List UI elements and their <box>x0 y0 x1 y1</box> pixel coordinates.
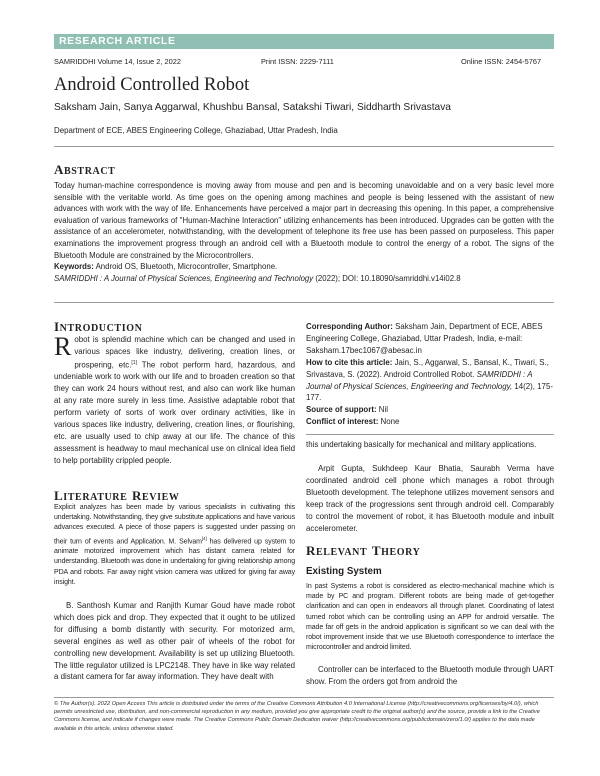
divider <box>54 302 554 303</box>
introduction-heading: INTRODUCTION <box>54 319 143 334</box>
corresponding-author: Corresponding Author: Saksham Jain, Department of ECE, ABES Engineering College, Ghaziabad, Uttar Pradesh, India, e-mail: Saksham.17bec1067@abesac.in <box>306 322 543 355</box>
conflict-of-interest: Conflict of interest: None <box>306 417 400 427</box>
abstract-heading: ABSTRACT <box>54 162 116 177</box>
footer-divider <box>54 697 554 698</box>
existing-system-para-2: Controller can be interfaced to the Bluetooth module through UART show. From the orders got from android the <box>306 665 554 686</box>
introduction-body: Robot is splendid machine which can be changed and used in various spaces like industry, delivering, creation lines, or prospering, etc.[1] The robot perform hard, hazardous, and undeniable work to work with our life and to broaden creation so that they can work 24 hours without rest, and also can work like human at any rate more surely in less time. Assistive adaptable robot that perform variety of sorts of work over ordinary activities, like in various spaces like industry, delivering, creation lines, or flourishing, etc. are usually used to chip away at our life. The chance of this assessment is headway to maul mechanical use on clinical idea field to help portability crippled people. <box>54 332 295 465</box>
literature-review-para-1: Explicit analyzes has been made by various specialists in cultivating this undertaking. Notwithstanding, they give substitute applications and have various advances executed. A piece of those papers is suggested under passing on their turn of events and Application. M. Selvam[4] has delivered up system to animate motorized improvement which has distant camera related for understanding. Bluetooth was done in undertaking for giving relationship among PDA and robots. Far away night vision camera was utilized for giving far away insight. <box>54 504 295 586</box>
affiliation: Department of ECE, ABES Engineering College, Ghaziabad, Uttar Pradesh, India <box>54 126 338 135</box>
keywords-line: Keywords: Android OS, Bluetooth, Microcontroller, Smartphone. <box>54 262 278 272</box>
literature-review-para-3: Arpit Gupta, Sukhdeep Kaur Bhatia, Saurabh Verma have coordinated android cell phone which manages a robot through Bluetooth development. The telephone utilizes movement sensors and keep track of the progressions sent through android cell. Comparably to control the movement of robot, it has Bluetooth module and inbuilt accelerometer. <box>306 464 554 533</box>
relevant-theory-heading: RELEVANT THEORY <box>306 543 421 558</box>
divider <box>306 434 554 435</box>
literature-review-heading: LITERATURE REVIEW <box>54 488 180 503</box>
literature-continued: this undertaking basically for mechanical and military applications. <box>306 440 537 449</box>
author-list: Saksham Jain, Sanya Aggarwal, Khushbu Bansal, Satakshi Tiwari, Siddharth Srivastava <box>54 102 451 113</box>
citation-line: SAMRIDDHI : A Journal of Physical Sciences, Engineering and Technology (2022); DOI: 10.18090/samriddhi.v14i02.8 <box>54 273 461 283</box>
print-issn: Print ISSN: 2229-7111 <box>261 57 334 66</box>
paper-title: Android Controlled Robot <box>54 75 250 95</box>
abstract-body <box>54 180 554 284</box>
article-type-label: RESEARCH ARTICLE <box>59 35 176 47</box>
how-to-cite: How to cite this article: Jain, S., Aggarwal, S., Bansal, K., Tiwari, S., Srivastava, S. (2022). Android Controlled Robot. SAMRIDDHI : A Journal of Physical Sciences, Engineering and Technology, 14(2), 175-177. <box>306 357 553 403</box>
divider <box>54 146 554 147</box>
license-footer: © The Author(s). 2022 Open Access This article is distributed under the terms of the Creative Commons Attribution 4.0 International License (http://creativecommons.org/licenses/by/4.0/), which permits unrestricted use, distribution, and non-commercial reproduction in any medium, provided you give appropriate credit to the original author(s) and the source, provide a link to the Creative Commons license, and indicate if changes were made. The Creative Commons Public Domain Dedication waiver (http://creativecommons.org/publicdomain/zero/1.0/) applies to the data made available in this article, unless otherwise stated. <box>54 701 540 732</box>
article-type-band <box>54 34 554 49</box>
drop-cap: R <box>54 332 72 361</box>
correspondence-box <box>306 321 554 428</box>
existing-system-subheading: Existing System <box>306 566 382 577</box>
abstract-text: Today human-machine correspondence is moving away from mouse and pen and is becoming unavoidable and on a very basic level more sensible with the veritable world. As time goes on the opening among machines and people is being lessened with the assistant of new advances with work with the way of life. Enhancements have perceived a major part in decreasing this opening. In this paper, a comprehensive evaluation of various frameworks of "Human-Machine Interaction" utilizing enhancements has been introduced. Upgrades can be gotten with the assistance of an accelerometer, notwithstanding, with the development of telephone its free use has been passed on purposeless. This paper examinations the improvement progress through an android cell with a Bluetooth module to control the energy of a robot. The signs of the Bluetooth Module are constrained by the Microcontrollers. <box>54 181 554 260</box>
existing-system-para-1: In past Systems a robot is considered as electro-mechanical machine which is made by PC and program. Different robots are being made of get-together clarification and can open in endeavors all through planet. Coordinating of latest turned robot which can be controlling using an APP for android versatile. The made far off gets in the android application is significant so we can deal with the robot improvement inside that we use Bluetooth correspondence to interface the microcontroller and android limited. <box>306 583 554 652</box>
source-of-support: Source of support: Nil <box>306 405 388 415</box>
journal-issue: SAMRIDDHI Volume 14, Issue 2, 2022 <box>54 57 181 66</box>
literature-review-para-2: B. Santhosh Kumar and Ranjith Kumar Goud have made robot which does pick and drop. They expected that it ought to be utilized for diffusing a bomb distantly with security. For motorized arm, several engines as well as other pair of wheels of the robot for controlling new development. Availability is set up utilizing Bluetooth. The little regulator utilized is LPC2148. They have in like way related a distant camera for far away information. They have dealt with <box>54 601 295 682</box>
online-issn: Online ISSN: 2454-5767 <box>461 57 542 66</box>
